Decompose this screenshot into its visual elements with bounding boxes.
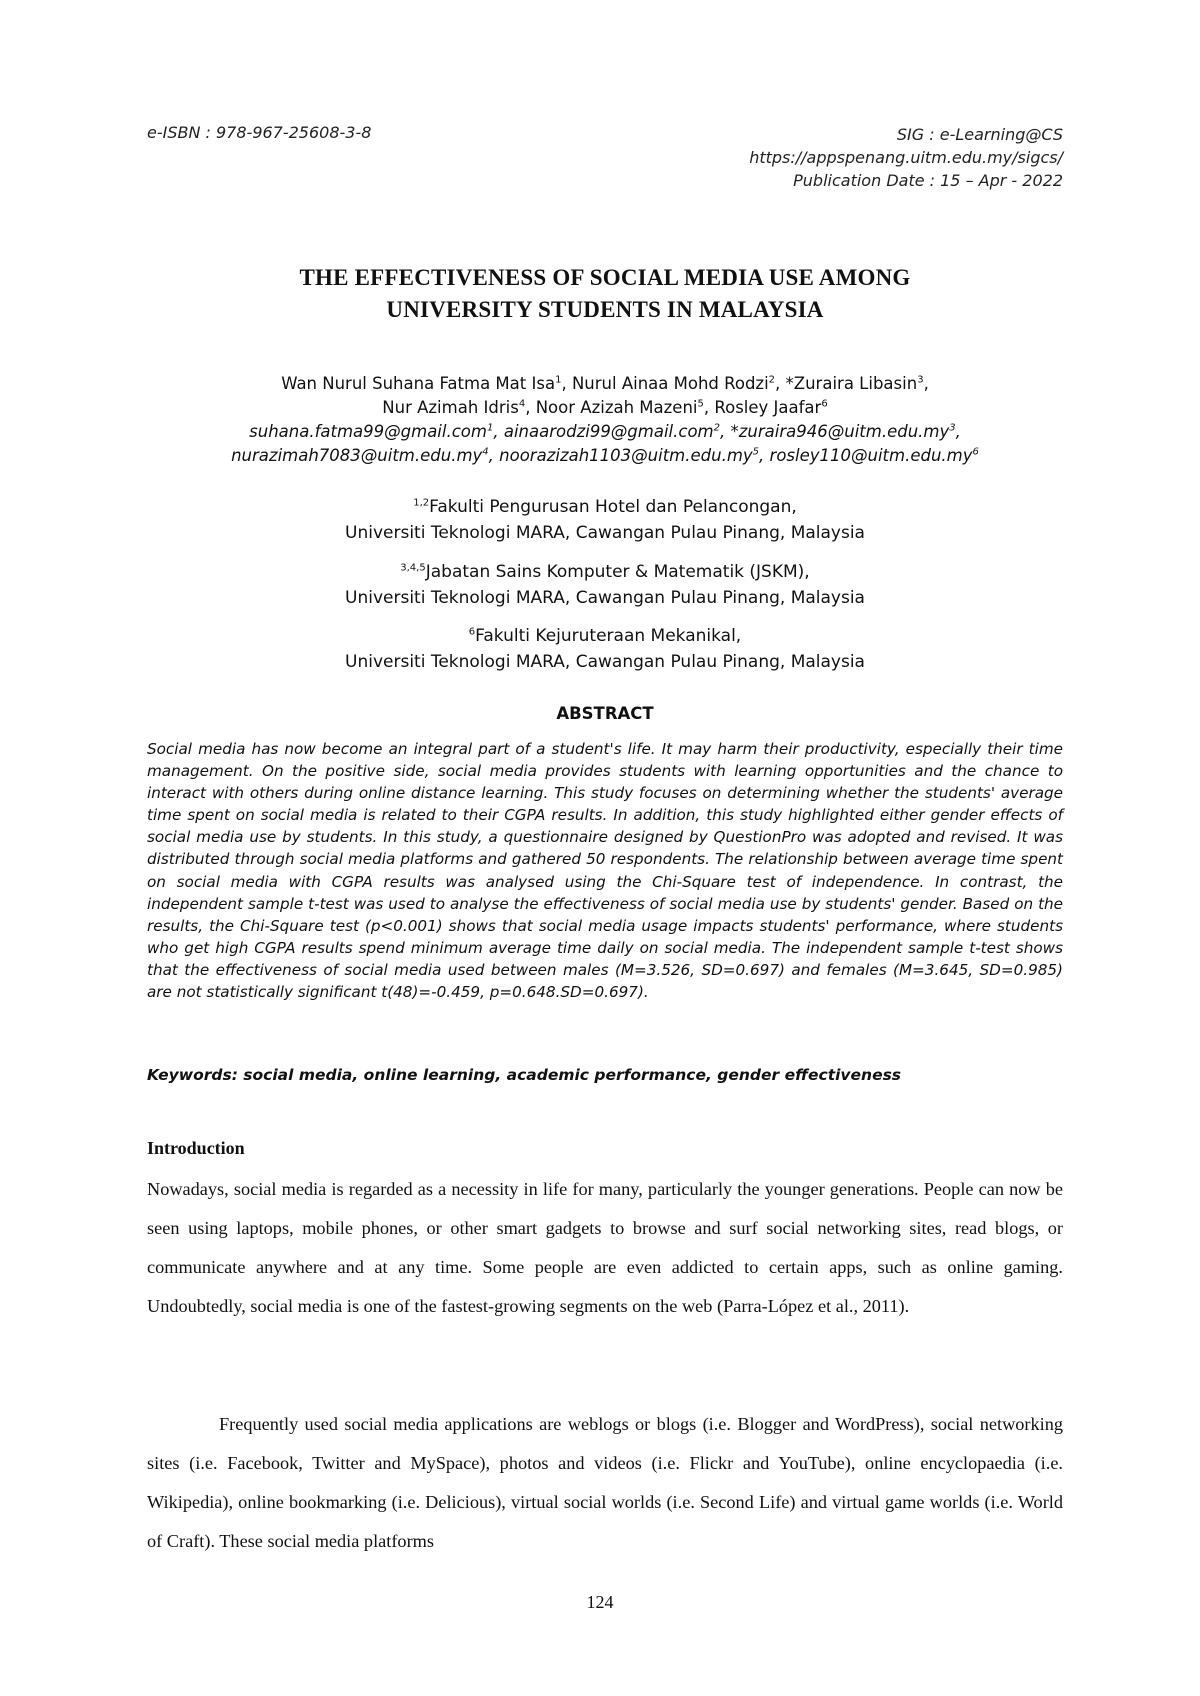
title-line-2: UNIVERSITY STUDENTS IN MALAYSIA	[386, 297, 824, 322]
email-sup: 6	[972, 446, 979, 458]
author-name: Nurul Ainaa Mohd Rodzi	[571, 374, 769, 393]
abstract-heading: ABSTRACT	[556, 704, 654, 723]
author-email[interactable]: ainaarodzi99@gmail.com	[503, 422, 714, 441]
affiliation-1	[147, 494, 1063, 546]
author-line-1: Wan Nurul Suhana Fatma Mat Isa$^1$, Nurul Ainaa Mohd Rodzi$^2$, *Zuraira Libasin$^3$,	[281, 374, 929, 393]
affiliation-sup: 3,4,5	[400, 562, 426, 574]
header-meta	[749, 123, 1063, 192]
author-email[interactable]: rosley110@uitm.edu.my	[769, 446, 973, 465]
email-sup: 5	[752, 446, 760, 458]
affiliation-university: Universiti Teknologi MARA, Cawangan Pulau Pinang, Malaysia	[345, 652, 865, 672]
author-email[interactable]: *zuraira946@uitm.edu.my	[730, 422, 950, 441]
body-paragraph-1: Nowadays, social media is regarded as a necessity in life for many, particularly the younger generations. People can now be seen using laptops, mobile phones, or other smart gadgets to browse and surf social networking sites, read blogs, or communicate anywhere and at any time. Some people are even addicted to certain apps, such as online gaming. Undoubtedly, social media is one of the fastest-growing segments on the web (Parra-López et al., 2011).	[147, 1179, 1063, 1316]
section-heading-introduction: Introduction	[147, 1138, 245, 1158]
email-sup: 2	[713, 422, 720, 434]
email-line-1: suhana.fatma99@gmail.com$^1$, ainaarodzi99@gmail.com$^2$, $*zuraira946@uitm.edu.my^3$,	[249, 422, 961, 441]
email-sup: 4	[482, 446, 489, 458]
author-name: Nur Azimah Idris	[382, 398, 519, 417]
email-line-2: $nurazimah7083@uitm.edu.my^4$, $noorazizah1103@uitm.edu.my^5$, $rosley110@uitm.edu.my^6$	[231, 446, 979, 465]
author-email[interactable]: suhana.fatma99@gmail.com	[249, 422, 487, 441]
header-pub-date: Publication Date : 15 – Apr - 2022	[793, 171, 1063, 190]
author-name: *Zuraira Libasin	[785, 374, 918, 393]
author-sup: 6	[821, 398, 828, 410]
body-paragraph-2: Frequently used social media applications are weblogs or blogs (i.e. Blogger and WordPress), social networking sites (i.e. Facebook, Twitter and MySpace), photos and videos (i.e. Flickr and YouTube), online encyclopaedia (i.e. Wikipedia), online bookmarking (i.e. Delicious), virtual social worlds (i.e. Second Life) and virtual game worlds (i.e. World of Craft). These social media platforms	[147, 1414, 1063, 1551]
author-block	[147, 372, 1063, 468]
author-sup: 2	[768, 374, 776, 386]
author-sup: 4	[518, 398, 526, 410]
author-name: Noor Azizah Mazeni	[535, 398, 698, 417]
keywords: Keywords: social media, online learning, academic performance, gender effectiveness	[147, 1066, 902, 1084]
affiliation-university: Universiti Teknologi MARA, Cawangan Pulau Pinang, Malaysia	[345, 523, 865, 543]
title-line-1: THE EFFECTIVENESS OF SOCIAL MEDIA USE AMONG	[299, 265, 911, 290]
affiliation-name: Fakulti Kejuruteraan Mekanikal,	[475, 626, 742, 646]
affiliation-2	[147, 559, 1063, 611]
author-line-2: Nur Azimah Idris$^4$, Noor Azizah Mazeni$^5$, Rosley Jaafar$^6$	[382, 398, 828, 417]
author-sup: 1	[555, 374, 562, 386]
affiliation-name: Fakulti Pengurusan Hotel dan Pelancongan,	[429, 497, 797, 517]
page-number: 124	[586, 1592, 614, 1612]
email-sup: 3	[949, 422, 956, 434]
email-sup: 1	[486, 422, 494, 434]
author-sup: 5	[697, 398, 704, 410]
author-email[interactable]: nurazimah7083@uitm.edu.my	[231, 446, 483, 465]
header-sig: SIG : e-Learning@CS	[896, 125, 1063, 144]
affiliation-name: Jabatan Sains Komputer & Matematik (JSKM),	[425, 562, 810, 582]
abstract-text: Social media has now become an integral part of a student's life. It may harm their productivity, especially their time management. On the positive side, social media provides students with learning opportunities and the chance to interact with others during online distance learning. This study focuses on determining whether the students' average time spent on social media is related to their CGPA results. In addition, this study highlighted either gender effects of social media use by students. In this study, a questionnaire designed by QuestionPro was adopted and revised. It was distributed through social media platforms and gathered 50 respondents. The relationship between average time spent on social media with CGPA results was analysed using the Chi-Square test of independence. In contrast, the independent sample t-test was used to analyse the effectiveness of social media use by students' gender. Based on the results, the Chi-Square test (p<0.001) shows that social media usage impacts students' performance, where students who get high CGPA results spend minimum average time daily on social media. The independent sample t-test shows that the effectiveness of social media used between males (M=3.526, SD=0.697) and females (M=3.645, SD=0.985) are not statistically significant t(48)=-0.459, p=0.648.SD=0.697).	[147, 740, 1063, 1002]
author-email[interactable]: noorazizah1103@uitm.edu.my	[499, 446, 753, 465]
author-name: Wan Nurul Suhana Fatma Mat Isa	[281, 374, 556, 393]
paper-title	[147, 262, 1063, 326]
header-isbn: e-ISBN : 978-967-25608-3-8	[147, 123, 372, 142]
affiliation-sup: 1,2	[413, 497, 430, 509]
affiliation-sup: 6	[468, 626, 476, 638]
affiliation-university: Universiti Teknologi MARA, Cawangan Pulau Pinang, Malaysia	[345, 588, 865, 608]
affiliation-3	[147, 623, 1063, 675]
author-sup: 3	[917, 374, 924, 386]
header-url: https://appspenang.uitm.edu.my/sigcs/	[749, 148, 1063, 167]
author-name: Rosley Jaafar	[714, 398, 822, 417]
